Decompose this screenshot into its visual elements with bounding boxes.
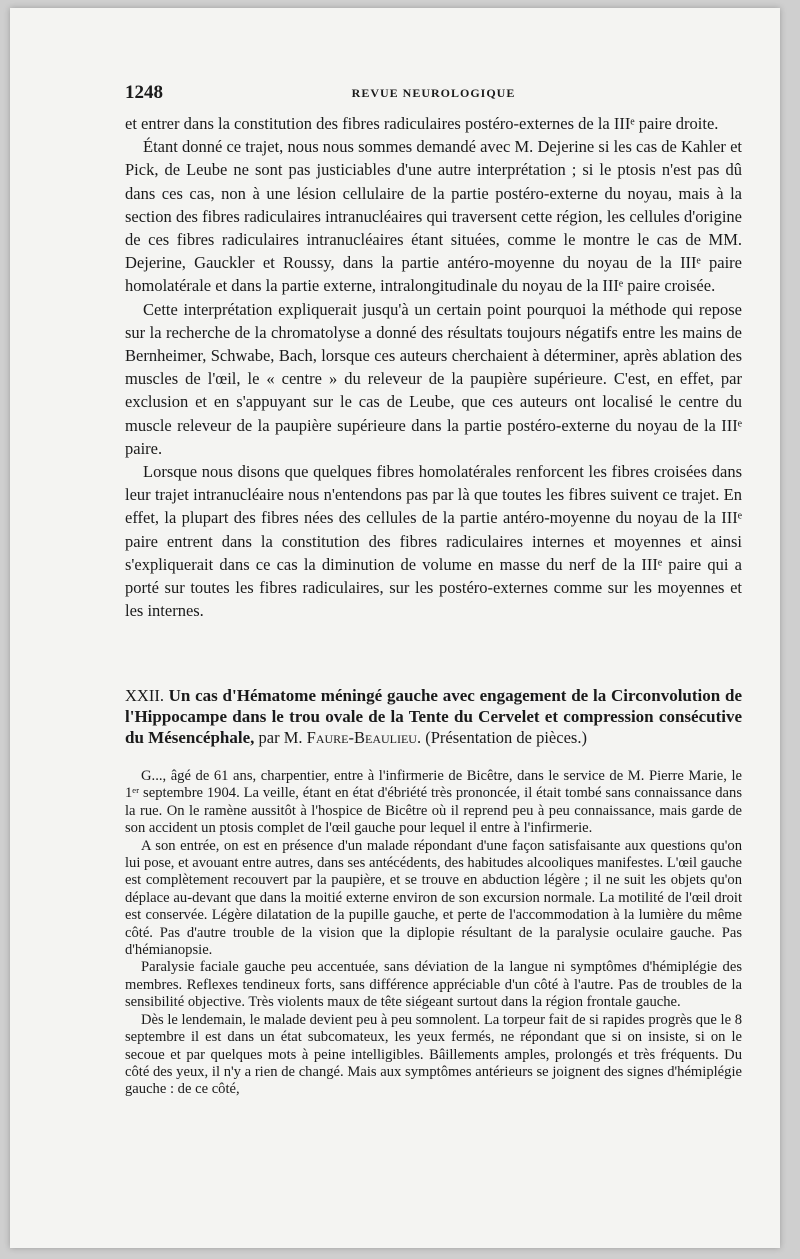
case-report — [125, 768, 742, 1099]
section-heading — [125, 685, 742, 748]
page-number: 1248 — [125, 82, 163, 103]
page — [10, 8, 780, 1248]
section-author: Faure-Beaulieu — [306, 728, 417, 747]
page-header — [125, 82, 742, 104]
case-paragraph: G..., âgé de 61 ans, charpentier, entre à l'infirmerie de Bicêtre, dans le service de M. Pierre Marie, le 1ᵉʳ septembre 1904. La veille, étant en état d'ébriété très prononcée, il était tombé sans connaissance dans la rue. On le ramène aussitôt à l'hospice de Bicêtre où il reprend peu à peu connaissance, mais garde de son accident un ptosis complet de l'œil gauche pour lequel il entre à l'infirmerie. — [125, 768, 742, 837]
main-text — [125, 112, 742, 622]
section-title: Un cas d'Hématome méningé gauche avec engagement de la Circonvolution de l'Hippocampe dans le trou ovale de la Tente du Cervelet et compression consécutive du Mésencéphale, — [125, 686, 742, 747]
section-note: . (Présentation de pièces.) — [416, 728, 587, 747]
case-paragraph: A son entrée, on est en présence d'un malade répondant d'une façon satisfaisante aux questions qu'on lui pose, et avouant entre autres, dans ses antécédents, des habitudes alcooliques manifestes. L'œil gauche est complètement recouvert par la paupière, et se trouve en abduction légère ; il ne suit les objets qu'on déplace au-devant que dans la moitié externe environ de son excursion normale. La motilité de l'œil droit est conservée. Légère dilatation de la pupille gauche, et perte de l'accommodation à la lumière du même côté. Pas d'autre trouble de la vision que la diplopie résultant de la paralysie oculaire gauche. Pas d'hémianopsie. — [125, 837, 742, 959]
paragraph: Cette interprétation expliquerait jusqu'à un certain point pourquoi la méthode qui repose sur la recherche de la chromatolyse a donné des résultats toujours négatifs entre les mains de Bernheimer, Schwabe, Bach, lorsque ces auteurs cherchaient à déterminer, après ablation des muscles de l'œil, le « centre » du releveur de la paupière supérieure. C'est, en effet, par exclusion et en s'appuyant sur le cas de Leube, que ces auteurs ont localisé le centre du muscle releveur de la paupière supérieure dans la partie postéro-externe du noyau de la IIIᵉ paire. — [125, 299, 742, 458]
section-number: XXII. — [125, 686, 164, 705]
paragraph: Lorsque nous disons que quelques fibres homolatérales renforcent les fibres croisées dans leur trajet intranucléaire nous n'entendons pas par là que toutes les fibres suivent ce trajet. En effet, la plupart des fibres nées des cellules de la partie antéro-moyenne du noyau de la IIIᵉ paire entrent dans la constitution des fibres radiculaires internes et moyennes et ainsi s'expliquerait dans ce cas la diminution de volume en masse du nerf de la IIIᵉ paire qui a porté sur toutes les fibres radiculaires, sur les postéro-externes comme sur les moyennes et les internes. — [125, 462, 742, 621]
case-paragraph: Dès le lendemain, le malade devient peu à peu somnolent. La torpeur fait de si rapides progrès que le 8 septembre il est dans un état subcomateux, les yeux fermés, ne répondant que si on insiste, si on le secoue et par quelques mots à peine intelligibles. Bâillements amples, prolongés et très fréquents. Du côté des yeux, il n'y a rien de changé. Mais aux symptômes antérieurs se joignent des signes d'hémiplégie gauche : de ce côté, — [125, 1011, 742, 1098]
paragraph: Étant donné ce trajet, nous nous sommes demandé avec M. Dejerine si les cas de Kahler et Pick, de Leube ne sont pas justiciables d'une autre interprétation ; si le ptosis n'est pas dû dans ces cas, non à une lésion cellulaire de la partie postéro-externe du noyau, mais à la section des fibres radiculaires intranucléaires qui traversent cette région, les cellules d'origine de ces fibres radiculaires intranucléaires étant situées, comme le montre le cas de MM. Dejerine, Gauckler et Roussy, dans la partie antéro-moyenne du noyau de la IIIᵉ paire homolatérale et dans la partie externe, intralongitudinale du noyau de la IIIᵉ paire croisée. — [125, 137, 742, 296]
case-paragraph: Paralysie faciale gauche peu accentuée, sans déviation de la langue ni symptômes d'hémiplégie des membres. Reflexes tendineux forts, sans différence appréciable d'un côté à l'autre. Pas de troubles de la sensibilité objective. Très violents maux de tête siégeant surtout dans la région frontale gauche. — [125, 959, 742, 1011]
byline-prefix: par M. — [254, 728, 307, 747]
running-head: REVUE NEUROLOGIQUE — [351, 86, 516, 100]
paragraph: et entrer dans la constitution des fibres radiculaires postéro-externes de la IIIᵉ paire droite. — [125, 114, 719, 133]
